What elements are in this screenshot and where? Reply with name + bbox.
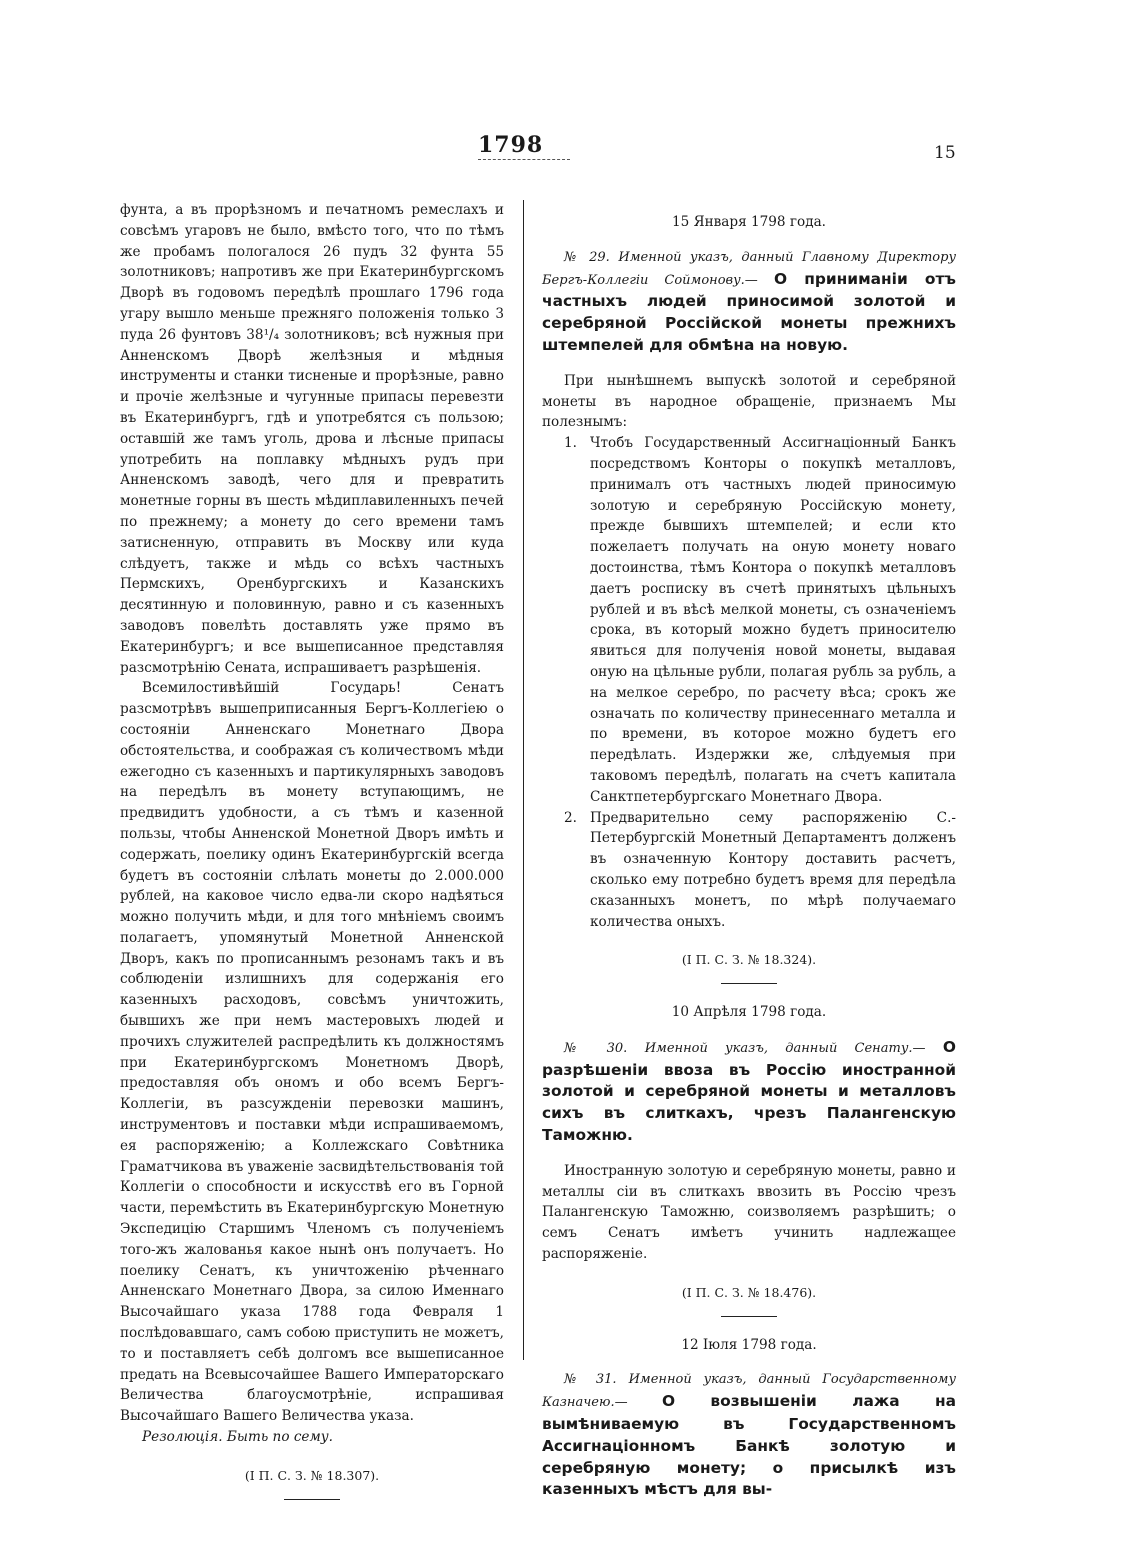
decree-date-1: 15 Января 1798 года. [671, 214, 827, 230]
decree-29-intro: При нынѣшнемъ выпускѣ золотой и серебряной монеты въ народное обращеніе, признаемъ Мы полезнымъ: [542, 372, 956, 431]
page-number: 15 [934, 143, 956, 163]
list-item-text: Предварительно сему распоряженію С.-Петербургскій Монетный Департаментъ долженъ въ означенную Контору доставить расчетъ, сколько ему потребно будетъ время для передѣла сказанныхъ монетъ, по мѣрѣ получаемаго количества оныхъ. [590, 809, 956, 930]
list-item [564, 808, 956, 933]
header-decorative-rule [478, 157, 570, 160]
page-header-year: 1798 [478, 132, 544, 158]
section-separator [284, 1499, 340, 1500]
left-column [120, 200, 504, 1518]
decree-heading-31 [542, 1369, 956, 1501]
list-item-text: Чтобъ Государственный Ассигнаціонный Банкъ посредствомъ Конторы о покупкѣ металловъ, принималъ отъ частныхъ людей приносимую золотую и серебряную Россійскую монету, прежде бывшихъ штемпелей; и если кто пожелаетъ получать на оную монету новаго достоинства, тѣмъ Контора о покупкѣ металловъ даетъ росписку въ счетѣ принятыхъ цѣльныхъ рублей и въ вѣсѣ мелкой монеты, съ означеніемъ срока, въ который можно будетъ приносителю явиться для полученія новой монеты, выдавая оную на цѣльные рубли, полагая рубль за рубль, а на мелкое серебро, по расчету вѣса; срокъ же означать по количеству принесеннаго металла и по времени, въ которое можно будетъ его передѣлать. Издержки же, слѣдуемыя при таковомъ передѣлѣ, полагать на счетъ капитала Санктпетербургскаго Монетнаго Двора. [590, 435, 956, 805]
decree-30-reference: (I П. С. З. № 18.476). [681, 1284, 817, 1300]
section-separator [721, 983, 777, 984]
decree-number-31: № 31. [564, 1372, 617, 1388]
decree-title-29: О приниманіи отъ частныхъ людей приносимой золотой и серебряной Россійской монеты прежнихъ штемпелей для обмѣна на новую. [542, 269, 956, 354]
decree-heading-29 [542, 247, 956, 357]
decree-date-3: 12 Іюля 1798 года. [681, 1336, 817, 1353]
decree-title-31: О возвышеніи лажа на вымѣниваемую въ Государственномъ Ассигнаціонномъ Банкѣ золотую и серебряную монету; о присылкѣ изъ казенныхъ мѣстъ для вы- [542, 1392, 956, 1499]
decree-addressee-31: Именной указъ, данный Государственному Казначею.— [542, 1372, 956, 1411]
resolution-line: Резолюція. Быть по сему. [142, 1429, 333, 1446]
decree-number-30: № 30. [564, 1040, 628, 1056]
decree-addressee-29: Именной указъ, данный Главному Директору Бергъ-Коллегіи Соймонову.— [542, 249, 956, 288]
decree-addressee-30: Именной указъ, данный Сенату.— [644, 1040, 926, 1056]
list-item-number: 1. [564, 435, 577, 452]
decree-title-30: О разрѣшеніи ввоза въ Россію иностранной золотой и серебряной монеты и металловъ сихъ въ слиткахъ, чрезъ Палангенскую Таможню. [542, 1037, 957, 1145]
decree-30-text: Иностранную золотую и серебряную монеты, равно и металлы сіи въ слиткахъ ввозить въ Россію чрезъ Палангенскую Таможню, соизволяемъ разрѣшить; о семъ Сенатъ имѣетъ учинить надлежащее распоряженіе. [542, 1162, 956, 1263]
list-item-number: 2. [564, 809, 577, 826]
decree-number-29: № 29. [564, 249, 610, 265]
decree-29-reference: (I П. С. З. № 18.324). [681, 952, 817, 968]
decree-date-2: 10 Апрѣля 1798 года. [671, 1004, 827, 1021]
senate-report-paragraph: Всемилостивѣйшій Государь! Сенатъ разсмотрѣвъ вышеприписанныя Бергъ-Коллегіею о состояніи Анненскаго Монетнаго Двора обстоятельства, и соображая съ количествомъ мѣди ежегодно съ казенныхъ и партикулярныхъ заводовъ на передѣлъ въ монету вступающимъ, не предвидитъ удобности, а съ тѣмъ и казенной пользы, чтобы Анненской Монетной Дворъ имѣть и содержать, поелику одинъ Екатеринбургскій всегда будетъ въ состояніи слѣлать монеты до 2.000.000 рублей, на каковое число едва-ли скоро надѣяться можно получить мѣди, и для того мнѣніемъ своимъ полагаетъ, упомянутый Монетной Анненской Дворъ, какъ по прописаннымъ резонамъ такъ и въ соблюденіи излишнихъ для содержанія его казенныхъ расходовъ, совсѣмъ уничтожить, бывшихъ же при немъ мастеровыхъ людей и прочихъ служителей распредѣлить къ должностямъ при Екатеринбургскомъ Монетномъ Дворѣ, предоставляя объ ономъ и обо всемъ Бергъ-Коллегіи, въ разсужденіи перевозки машинъ, инструментовъ и поставки мѣди испрашиваемомъ, ея распоряженію; а Коллежскаго Совѣтника Граматчикова въ уваженіе засвидѣтельствованія той Коллегіи о способности и искусствѣ его въ Горной части, перемѣстить въ Екатеринбургскую Монетную Экспедицію Старшимъ Членомъ съ полученіемъ того-жъ жалованья какое нынѣ онъ получаетъ. Но поелику Сенатъ, къ уничтоженію рѣченнаго Анненскаго Монетнаго Двора, за силою Именнаго Высочайшаго указа 1788 года Февраля 1 послѣдовавшаго, самъ собою приступить не можетъ, то и поставляетъ себѣ долгомъ все вышеписанное предать на Всевысочайшее Вашего Императорскаго Величества благоусмотрѣніе, испрашивая Высочайшаго Вашего Величества указа. [120, 680, 504, 1425]
section-separator [721, 1316, 777, 1317]
list-item [564, 433, 956, 807]
left-paragraph-continued: фунта, а въ прорѣзномъ и печатномъ ремеслахъ и совсѣмъ угаровъ не было, вмѣсто того, что по тѣмъ же пробамъ пологалося 26 пудъ 32 фунта 55 золотниковъ; напротивъ же при Екатеринбургскомъ Дворѣ въ годовомъ передѣлѣ прошлаго 1796 года угару вышло меньше прежняго положенія только 3 пуда 26 фунтовъ 38¹/₄ золотниковъ; всѣ нужныя при Анненскомъ Дворѣ желѣзныя и мѣдныя инструменты и станки тисненые и прорѣзные, равно и прочіе желѣзные и чугунные припасы перевезти въ Екатеринбургъ, гдѣ и употребятся съ пользою; оставшій же тамъ уголь, дрова и лѣсные припасы употребить на поплавку мѣдныхъ рудъ при Анненскомъ заводѣ, чего для и превратить монетные горны въ шесть мѣдиплавиленныхъ печей по прежнему; а монету до сего времени тамъ затисненную, отправить въ Москву или куда слѣдуетъ, также и мѣдь со всѣхъ частныхъ Пермскихъ, Оренбургскихъ и Казанскихъ десятинную и половинную, равно и съ казенныхъ заводовъ повелѣть доставлять уже прямо въ Екатеринбургъ; и все вышеписанное представляя разсмотрѣнію Сената, испрашиваетъ разрѣшенія. [120, 202, 504, 676]
right-column [542, 200, 956, 1515]
decree-29-list [564, 433, 956, 932]
column-divider [523, 200, 524, 1360]
left-reference: (I П. С. З. № 18.307). [244, 1467, 380, 1483]
decree-heading-30 [542, 1037, 956, 1147]
